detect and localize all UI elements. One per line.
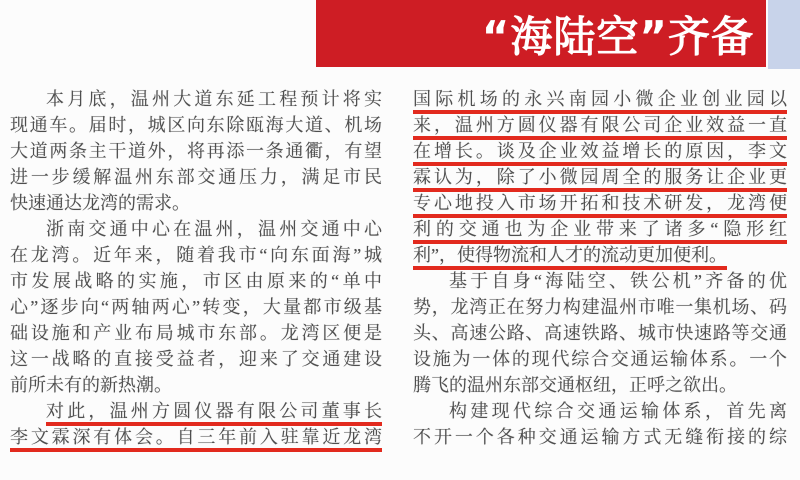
text-line xyxy=(10,112,382,138)
headline-banner xyxy=(316,0,766,67)
text-line xyxy=(10,242,382,268)
text-line xyxy=(10,164,382,190)
text-run: 本月底，温州大道东延工程预计将实 xyxy=(46,89,382,109)
text-run: 前所未有的新热潮。 xyxy=(10,375,172,395)
underlined-text: 霖认为，除了小微园周全的服务让企业更 xyxy=(413,167,787,192)
text-line xyxy=(413,216,787,242)
text-line xyxy=(413,242,787,268)
text-line xyxy=(10,138,382,164)
decorative-strip xyxy=(768,0,800,69)
text-run: 市发展战略的实施，市区由原来的“单中 xyxy=(10,271,382,291)
underlined-text: 来，温州方圆仪器有限公司企业效益一直 xyxy=(413,115,787,140)
text-run: 心”逐步向“两轴两心”转变，大量都市级基 xyxy=(10,297,382,317)
underlined-text: 国际机场的永兴南园小微企业创业园以 xyxy=(413,89,787,114)
text-line xyxy=(413,372,787,398)
underlined-text: 李文霖深有体会。自三年前入驻靠近龙湾 xyxy=(10,427,382,452)
text-line xyxy=(413,86,787,112)
text-run: 不开一个各种交通运输方式无缝衔接的综 xyxy=(413,427,787,447)
text-line xyxy=(413,320,787,346)
text-run: 进一步缓解温州东部交通压力，满足市民 xyxy=(10,167,382,187)
underlined-text: 利”，使得物流和人才的流动更加便利。 xyxy=(413,245,727,270)
text-line xyxy=(10,86,382,112)
text-run: 在龙湾。近年来，随着我市“向东面海”城 xyxy=(10,245,382,265)
text-line xyxy=(413,138,787,164)
underlined-text: 利的交通也为企业带来了诸多“隐形红 xyxy=(413,219,787,244)
text-line xyxy=(10,268,382,294)
text-line xyxy=(413,398,787,424)
text-run: 现通车。届时，城区向东除瓯海大道、机场 xyxy=(10,115,382,135)
text-run: 快速通达龙湾的需求。 xyxy=(10,193,190,213)
text-run: 浙南交通中心在温州，温州交通中心 xyxy=(46,219,382,239)
text-run: 大道两条主干道外，将再添一条通衢，有望 xyxy=(10,141,382,161)
article-column-left xyxy=(10,86,382,450)
text-line xyxy=(10,320,382,346)
text-line xyxy=(10,190,382,216)
text-line xyxy=(10,424,382,450)
text-line xyxy=(10,346,382,372)
underlined-text: 对此，温州方圆仪器有限公司董事长 xyxy=(46,401,382,426)
article-column-right xyxy=(413,86,787,450)
text-run: 这一战略的直接受益者，迎来了交通建设 xyxy=(10,349,382,369)
text-line xyxy=(10,216,382,242)
text-run: 设施为一体的现代综合交通运输体系。一个 xyxy=(413,349,787,369)
text-line xyxy=(413,424,787,450)
text-line xyxy=(10,398,382,424)
text-line xyxy=(413,112,787,138)
text-line xyxy=(10,372,382,398)
underlined-text: 在增长。谈及企业效益增长的原因，李文 xyxy=(413,141,787,166)
text-line xyxy=(413,294,787,320)
text-line xyxy=(413,190,787,216)
headline-title: “海陆空”齐备 xyxy=(481,11,754,62)
text-line xyxy=(413,268,787,294)
text-line xyxy=(10,294,382,320)
text-line xyxy=(413,164,787,190)
underlined-text: 专心地投入市场开拓和技术研发，龙湾便 xyxy=(413,193,787,218)
text-run: 构建现代综合交通运输体系，首先离 xyxy=(449,401,787,421)
text-run: 基于自身“海陆空、铁公机”齐备的优 xyxy=(449,271,787,291)
text-run: 势，龙湾正在努力构建温州市唯一集机场、码 xyxy=(413,297,787,317)
text-line xyxy=(413,346,787,372)
text-run: 腾飞的温州东部交通枢纽，正呼之欲出。 xyxy=(413,375,737,395)
text-run: 头、高速公路、高速铁路、城市快速路等交通 xyxy=(413,323,787,343)
text-run: 础设施和产业布局城市东部。龙湾区便是 xyxy=(10,323,382,343)
